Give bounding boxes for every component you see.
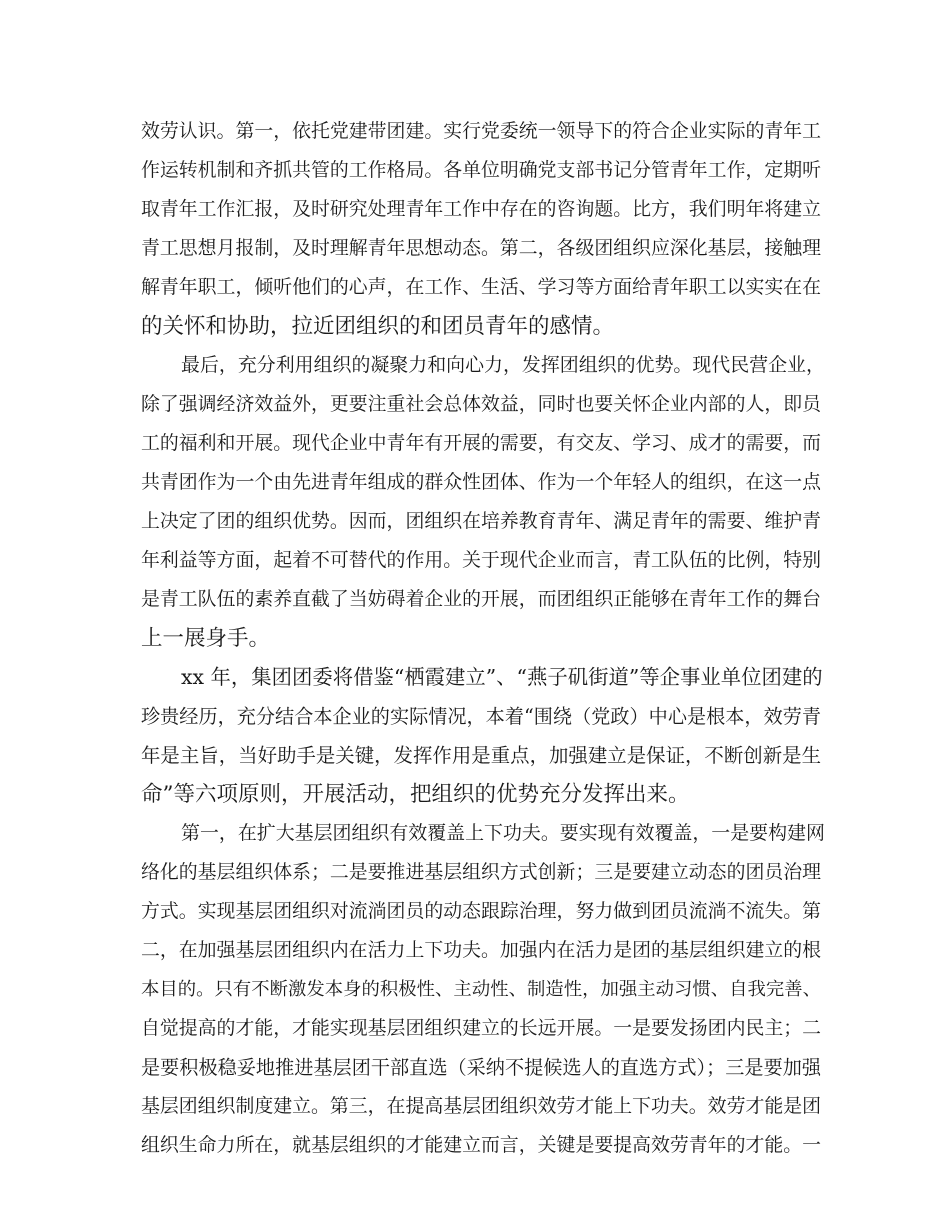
text-line: 年利益等方面，起着不可替代的作用。关于现代企业而言，青工队伍的比例，特别 [141, 549, 821, 571]
text-line: 珍贵经历，充分结合本企业的实际情况，本着“围绕（党政）中心是根本，效劳青 [141, 705, 821, 728]
text-line: xx 年，集团团委将借鉴“栖霞建立”、“燕子矶街道”等企事业单位团建的 [181, 665, 823, 689]
text-line: 本目的。只有不断激发本身的积极性、主动性、制造性，加强主动习惯、自我完善、 [141, 979, 821, 1000]
text-line: 是要积极稳妥地推进基层团干部直选（采纳不提候选人的直选方式）；三是要加强 [141, 1056, 822, 1079]
text-line: 命”等六项原则，开展活动，把组织的优势充分发挥出来。 [141, 782, 690, 807]
text-line: 是青工队伍的素养直截了当妨碍着企业的开展，而团组织正能够在青年工作的舞台 [141, 588, 821, 610]
text-line: 解青年职工，倾听他们的心声，在工作、生活、学习等方面给青年职工以实实在在 [141, 276, 821, 298]
text-line: 最后，充分利用组织的凝聚力和向心力，发挥团组织的优势。现代民营企业， [181, 354, 825, 376]
text-line: 取青年工作汇报，及时研究处理青年工作中存在的咨询题。比方，我们明年将建立 [141, 198, 821, 220]
text-line: 方式。实现基层团组织对流淌团员的动态跟踪治理，努力做到团员流淌不流失。第 [141, 900, 821, 922]
text-line: 青工思想月报制，及时理解青年思想动态。第二，各级团组织应深化基层，接触理 [141, 237, 821, 259]
text-line: 基层团组织制度建立。第三，在提高基层团组织效劳才能上下功夫。效劳才能是团 [141, 1095, 821, 1117]
text-line: 组织生命力所在，就基层组织的才能建立而言，关键是要提高效劳青年的才能。一 [141, 1134, 821, 1156]
text-line: 自觉提高的才能，才能实现基层团组织建立的长远开展。一是要发扬团内民主；二 [141, 1017, 821, 1039]
text-line: 上一展身手。 [141, 626, 271, 651]
text-line: 除了强调经济效益外，更要注重社会总体效益，同时也要关怀企业内部的人，即员 [141, 393, 821, 415]
text-line: 工的福利和开展。现代企业中青年有开展的需要，有交友、学习、成才的需要，而 [141, 432, 821, 454]
text-line: 年是主旨，当好助手是关键，发挥作用是重点，加强建立是保证，不断创新是生 [141, 744, 821, 767]
text-line: 上决定了团的组织优势。因而，团组织在培养教育青年、满足青年的需要、维护青 [141, 510, 821, 532]
text-line: 作运转机制和齐抓共管的工作格局。各单位明确党支部书记分管青年工作，定期听 [141, 159, 821, 181]
text-line: 第一，在扩大基层团组织有效覆盖上下功夫。要实现有效覆盖，一是要构建网 [181, 822, 825, 844]
text-line: 共青团作为一个由先进青年组成的群众性团体、作为一个年轻人的组织，在这一点 [141, 471, 821, 493]
text-line: 络化的基层组织体系；二是要推进基层组织方式创新；三是要建立动态的团员治理 [141, 861, 821, 883]
text-line: 效劳认识。第一，依托党建带团建。实行党委统一领导下的符合企业实际的青年工 [141, 120, 821, 142]
text-line: 二，在加强基层团组织内在活力上下功夫。加强内在活力是团的基层组织建立的根 [141, 939, 821, 961]
document-body [141, 112, 825, 1165]
text-line: 的关怀和协助，拉近团组织的和团员青年的感情。 [141, 314, 615, 339]
